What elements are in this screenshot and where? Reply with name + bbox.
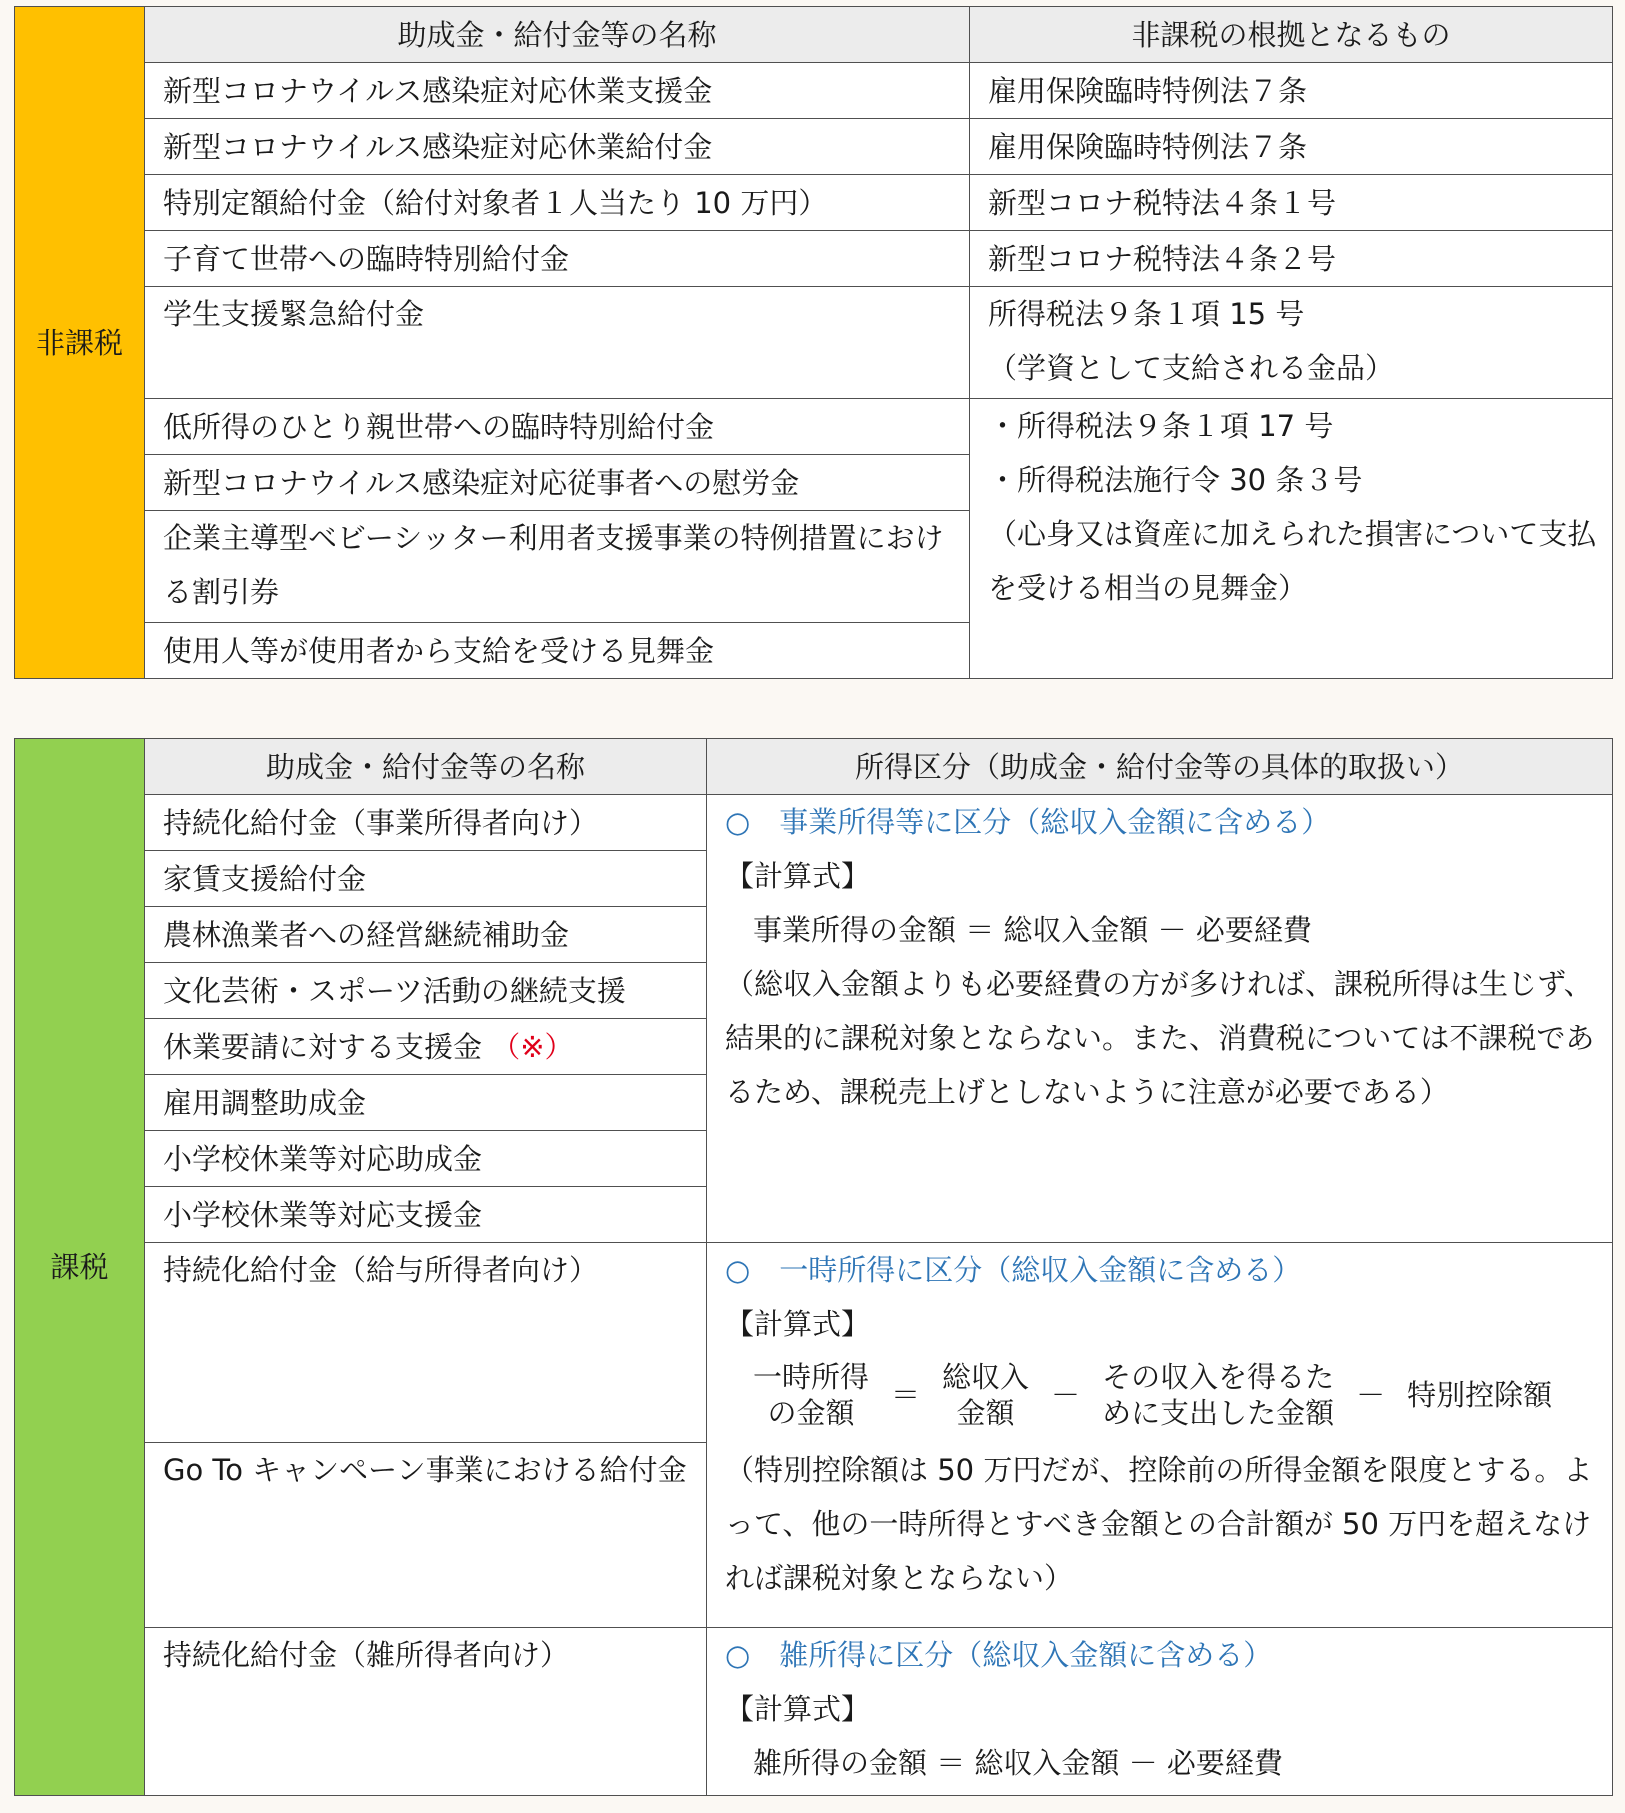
group-basis-line3: （心身又は資産に加えられた損害について支払を受ける相当の見舞金）	[988, 517, 1597, 605]
formula-minus: －	[1356, 1378, 1386, 1412]
temp-note: （特別控除額は 50 万円だが、控除前の所得金額を限度とする。よって、他の一時所得とすべき金額との合計額が 50 万円を超えなければ課税対象とならない）	[725, 1453, 1593, 1595]
misc-formula-label: 【計算式】	[725, 1692, 871, 1726]
nontax-header-name: 助成金・給付金等の名称	[145, 7, 970, 63]
formula-expenses	[1102, 1359, 1334, 1431]
tax-business-name: 持続化給付金（事業所得者向け）	[145, 795, 707, 851]
formula-total-revenue-line1: 総収入	[942, 1360, 1030, 1394]
tax-misc-name: 持続化給付金（雑所得者向け）	[145, 1628, 707, 1796]
tax-temp-name: Go To キャンペーン事業における給付金	[145, 1443, 707, 1628]
nontax-student-name: 学生支援緊急給付金	[145, 287, 970, 399]
tax-table	[14, 738, 1613, 1796]
formula-temp-income-line1: 一時所得	[753, 1360, 870, 1394]
business-note: （総収入金額よりも必要経費の方が多ければ、課税所得は生じず、結果的に課税対象とならない。また、消費税については不課税であるため、課税売上げとしないように注意が必要である）	[725, 967, 1595, 1109]
nontax-row-basis: 雇用保険臨時特例法７条	[970, 63, 1613, 119]
misc-heading: ○ 雑所得に区分（総収入金額に含める）	[725, 1638, 1273, 1672]
tax-category: 課税	[15, 739, 145, 1796]
tax-header-class: 所得区分（助成金・給付金等の具体的取扱い）	[707, 739, 1613, 795]
tax-business-name: 休業要請に対する支援金	[163, 1029, 483, 1064]
business-heading: ○ 事業所得等に区分（総収入金額に含める）	[725, 805, 1331, 839]
formula-temp-income	[753, 1359, 869, 1431]
nontax-row-name: 新型コロナウイルス感染症対応休業支援金	[145, 63, 970, 119]
tax-business-name: 家賃支援給付金	[145, 851, 707, 907]
formula-expenses-line1: その収入を得るた	[1102, 1360, 1335, 1394]
group-basis-line1: ・所得税法９条１項 17 号	[988, 409, 1334, 443]
business-formula: 事業所得の金額 ＝ 総収入金額 － 必要経費	[753, 913, 1312, 947]
asterisk-note: （※）	[491, 1029, 574, 1064]
nontax-row-basis: 新型コロナ税特法４条２号	[970, 231, 1613, 287]
business-formula-label: 【計算式】	[725, 859, 871, 893]
tax-business-name: 雇用調整助成金	[145, 1075, 707, 1131]
nontax-group-name: 低所得のひとり親世帯への臨時特別給付金	[145, 399, 970, 455]
nontax-group-basis	[970, 399, 1613, 679]
nontax-header-basis: 非課税の根拠となるもの	[970, 7, 1613, 63]
group-basis-line2: ・所得税法施行令 30 条３号	[988, 463, 1363, 497]
nontax-table	[14, 6, 1613, 679]
temp-formula	[753, 1359, 1598, 1431]
formula-equals: ＝	[891, 1378, 921, 1412]
tax-business-name-with-note	[145, 1019, 707, 1075]
tax-business-name: 文化芸術・スポーツ活動の継続支援	[145, 963, 707, 1019]
formula-minus: －	[1051, 1378, 1081, 1412]
temp-formula-label: 【計算式】	[725, 1307, 871, 1341]
nontax-group-name: 企業主導型ベビーシッター利用者支援事業の特例措置における割引券	[145, 511, 970, 623]
tax-business-name: 小学校休業等対応支援金	[145, 1187, 707, 1243]
formula-total-revenue	[942, 1359, 1029, 1431]
misc-income-cell	[707, 1628, 1613, 1796]
tax-business-name: 小学校休業等対応助成金	[145, 1131, 707, 1187]
nontax-row-name: 特別定額給付金（給付対象者１人当たり 10 万円）	[145, 175, 970, 231]
nontax-category: 非課税	[15, 7, 145, 679]
nontax-row-basis: 雇用保険臨時特例法７条	[970, 119, 1613, 175]
nontax-row-basis: 新型コロナ税特法４条１号	[970, 175, 1613, 231]
formula-total-revenue-line2: 金額	[956, 1396, 1015, 1430]
formula-expenses-line2: めに支出した金額	[1102, 1396, 1335, 1430]
temp-heading: ○ 一時所得に区分（総収入金額に含める）	[725, 1253, 1302, 1287]
nontax-group-name: 使用人等が使用者から支給を受ける見舞金	[145, 623, 970, 679]
tax-business-name: 農林漁業者への経営継続補助金	[145, 907, 707, 963]
formula-special-deduction: 特別控除額	[1407, 1378, 1553, 1412]
student-basis-line1: 所得税法９条１項 15 号	[988, 297, 1305, 331]
nontax-group-name: 新型コロナウイルス感染症対応従事者への慰労金	[145, 455, 970, 511]
nontax-row-name: 子育て世帯への臨時特別給付金	[145, 231, 970, 287]
business-income-cell	[707, 795, 1613, 1243]
student-basis-line2: （学資として支給される金品）	[988, 351, 1395, 385]
nontax-student-basis	[970, 287, 1613, 399]
formula-temp-income-line2: の金額	[767, 1396, 855, 1430]
tax-header-name: 助成金・給付金等の名称	[145, 739, 707, 795]
tax-temp-name: 持続化給付金（給与所得者向け）	[145, 1243, 707, 1443]
temp-income-cell	[707, 1243, 1613, 1628]
nontax-row-name: 新型コロナウイルス感染症対応休業給付金	[145, 119, 970, 175]
misc-formula: 雑所得の金額 ＝ 総収入金額 － 必要経費	[753, 1746, 1283, 1780]
